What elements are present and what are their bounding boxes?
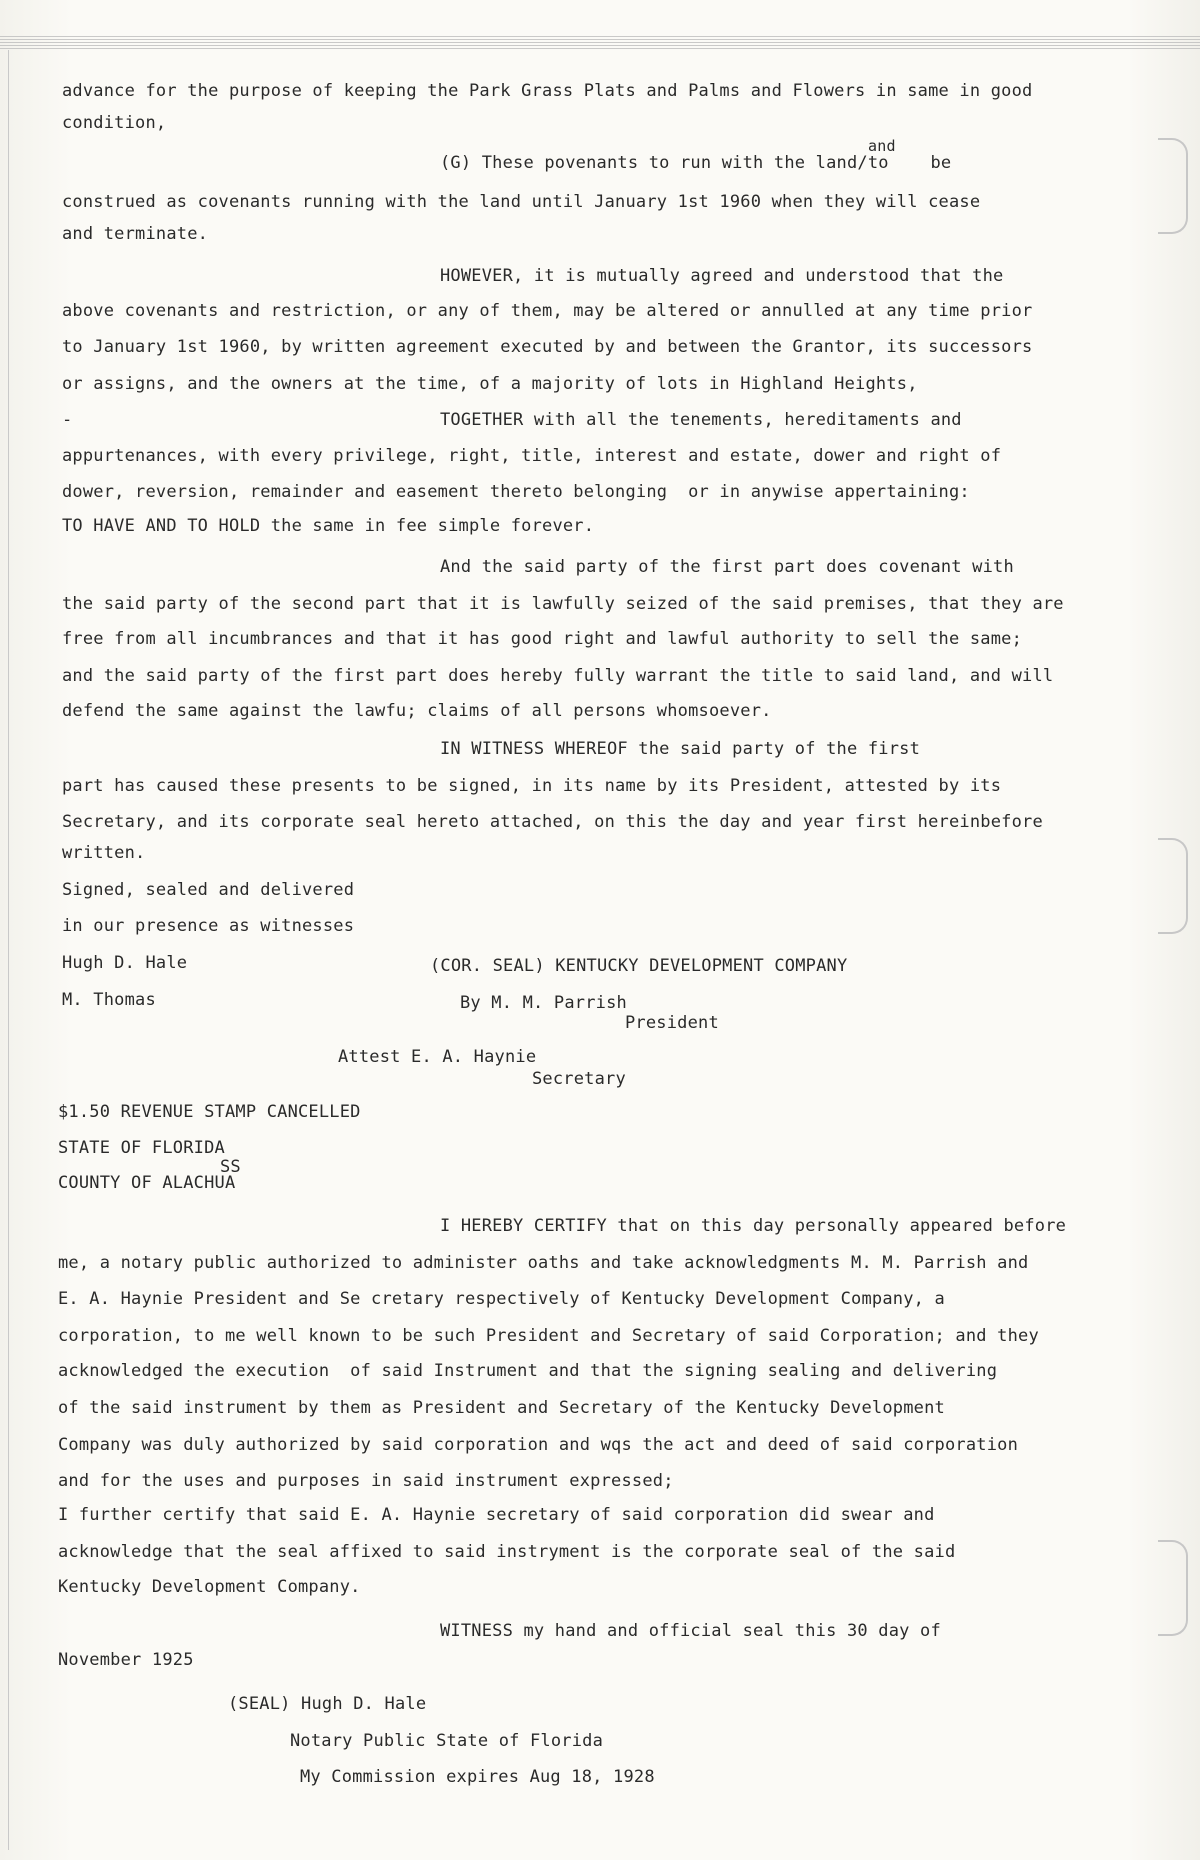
text-line: TOGETHER with all the tenements, hereditaments and (440, 410, 962, 430)
venue-state: STATE OF FLORIDA (58, 1138, 225, 1158)
text-line: written. (62, 843, 146, 863)
notary-commission: My Commission expires Aug 18, 1928 (300, 1767, 655, 1787)
text-line: and for the uses and purposes in said instrument expressed; (58, 1471, 674, 1491)
text-line: And the said party of the first part does covenant with (440, 557, 1014, 577)
text-line: me, a notary public authorized to administer oaths and take acknowledgments M. M. Parrish and (58, 1253, 1029, 1273)
interlineation-and: and (868, 137, 896, 155)
text-line: and terminate. (62, 224, 209, 244)
venue-county: COUNTY OF ALACHUA (58, 1173, 236, 1193)
top-ruled-border (0, 36, 1200, 50)
text-line: the said party of the second part that it is lawfully seized of the said premises, that they are (62, 594, 1064, 614)
text-line: above covenants and restriction, or any of them, may be altered or annulled at any time prior (62, 301, 1033, 321)
text-line: TO HAVE AND TO HOLD the same in fee simple forever. (62, 516, 595, 536)
witness-name: M. Thomas (62, 990, 156, 1010)
text-line: defend the same against the lawfu; claims of all persons whomsoever. (62, 701, 772, 721)
text-line: condition, (62, 113, 167, 133)
notary-signature: (SEAL) Hugh D. Hale (228, 1694, 427, 1714)
text-line: or assigns, and the owners at the time, of a majority of lots in Highland Heights, (62, 374, 918, 394)
text-line: I further certify that said E. A. Haynie secretary of said corporation did swear and (58, 1505, 935, 1525)
witness-heading-line: Signed, sealed and delivered (62, 880, 355, 900)
text-line: I HEREBY CERTIFY that on this day personally appeared before (440, 1216, 1067, 1236)
text-line: acknowledge that the seal affixed to said instryment is the corporate seal of the said (58, 1542, 956, 1562)
text-line: advance for the purpose of keeping the Park Grass Plats and Palms and Flowers in same in good (62, 81, 1033, 101)
attest-name: Attest E. A. Haynie (338, 1047, 537, 1067)
text-line: and the said party of the first part does hereby fully warrant the title to said land, and will (62, 666, 1054, 686)
text-line: E. A. Haynie President and Se cretary respectively of Kentucky Development Company, a (58, 1289, 945, 1309)
notary-title: Notary Public State of Florida (290, 1731, 604, 1751)
signatory-name: By M. M. Parrish (460, 993, 627, 1013)
punch-hole-middle (1158, 838, 1188, 934)
text-line: Company was duly authorized by said corporation and wqs the act and deed of said corporation (58, 1435, 1019, 1455)
company-signature-block: (COR. SEAL) KENTUCKY DEVELOPMENT COMPANY (430, 956, 848, 976)
left-margin-rule (8, 50, 9, 1850)
witness-name: Hugh D. Hale (62, 953, 188, 973)
text-line: of the said instrument by them as President and Secretary of the Kentucky Development (58, 1398, 945, 1418)
text-line: appurtenances, with every privilege, right, title, interest and estate, dower and right of (62, 446, 1002, 466)
notary-date: November 1925 (58, 1650, 194, 1670)
text-line: (G) These povenants to run with the land/to be (440, 153, 952, 173)
text-line: acknowledged the execution of said Instrument and that the signing sealing and delivering (58, 1361, 998, 1381)
text-line: IN WITNESS WHEREOF the said party of the first (440, 739, 921, 759)
venue-ss: SS (220, 1157, 241, 1177)
witness-heading-line: in our presence as witnesses (62, 916, 355, 936)
signatory-title: President (625, 1013, 719, 1033)
text-line: HOWEVER, it is mutually agreed and understood that the (440, 266, 1004, 286)
text-line: dower, reversion, remainder and easement thereto belonging or in anywise appertaining: (62, 482, 970, 502)
text-line: construed as covenants running with the land until January 1st 1960 when they will cease (62, 192, 981, 212)
text-line: to January 1st 1960, by written agreement executed by and between the Grantor, its successors (62, 337, 1033, 357)
stray-dash-mark: - (62, 410, 73, 430)
revenue-stamp-note: $1.50 REVENUE STAMP CANCELLED (58, 1102, 361, 1122)
punch-hole-bottom (1158, 1540, 1188, 1636)
text-line: free from all incumbrances and that it has good right and lawful authority to sell the same; (62, 629, 1023, 649)
attest-title: Secretary (532, 1069, 626, 1089)
text-line: corporation, to me well known to be such President and Secretary of said Corporation; and they (58, 1326, 1039, 1346)
text-line: Secretary, and its corporate seal hereto attached, on this the day and year first hereinbefore (62, 812, 1043, 832)
text-line: Kentucky Development Company. (58, 1577, 361, 1597)
punch-hole-top (1158, 138, 1188, 234)
text-line: WITNESS my hand and official seal this 30 day of (440, 1621, 941, 1641)
text-line: part has caused these presents to be signed, in its name by its President, attested by its (62, 776, 1002, 796)
